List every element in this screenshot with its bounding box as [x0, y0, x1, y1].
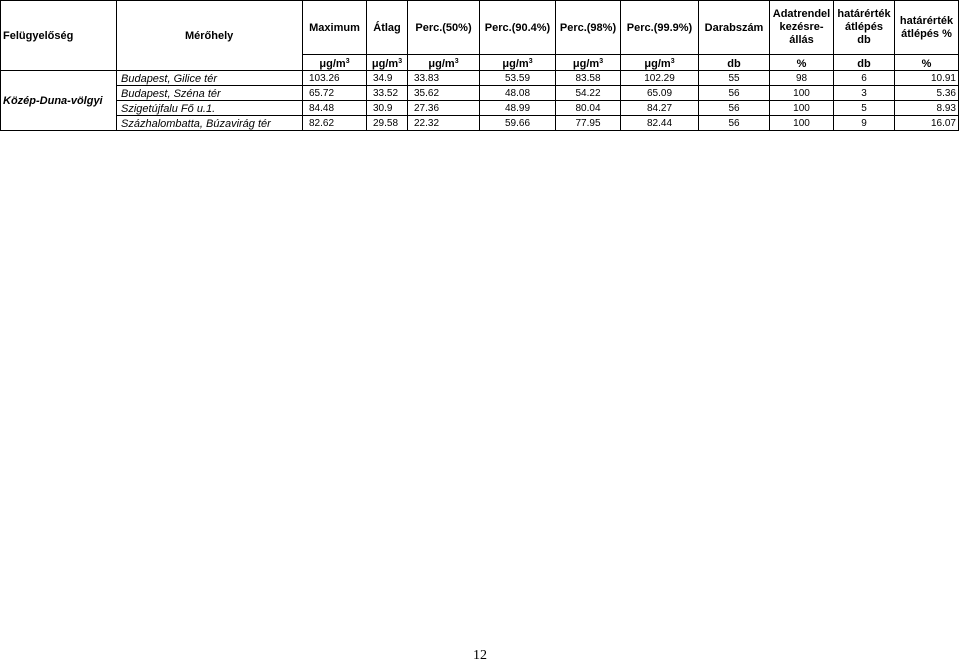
unit-hatarertek-pct: %	[895, 55, 959, 71]
unit-darabszam: db	[699, 55, 770, 71]
station-name: Százhalombatta, Búzavirág tér	[117, 116, 303, 131]
col-atlag: Átlag	[367, 1, 408, 55]
unit-perc50	[408, 55, 480, 71]
col-perc98: Perc.(98%)	[556, 1, 621, 55]
cell-darabszam: 56	[699, 101, 770, 116]
unit-perc904	[480, 55, 556, 71]
col-hatarertek-pct-line2: átlépés %	[901, 27, 952, 40]
station-name: Budapest, Széna tér	[117, 86, 303, 101]
unit-hatarertek-db: db	[834, 55, 895, 71]
col-adatrendelkezes	[770, 1, 834, 55]
unit-exponent: 3	[454, 58, 459, 65]
col-hatarertek-pct-line1: határérték	[899, 14, 954, 27]
cell-hatarertek-pct: 5.36	[895, 86, 959, 101]
unit-exponent: 3	[398, 58, 403, 65]
cell-perc50: 27.36	[408, 101, 480, 116]
cell-atlag: 34.9	[367, 71, 408, 86]
cell-adatrendelkezes: 98	[770, 71, 834, 86]
unit-exponent: 3	[345, 58, 350, 65]
col-hatarertek-db-line1: határérték	[837, 8, 891, 20]
col-adatrendelkezes-line3: állás	[789, 34, 814, 46]
cell-maximum: 65.72	[303, 86, 367, 101]
cell-darabszam: 55	[699, 71, 770, 86]
cell-perc98: 83.58	[556, 71, 621, 86]
col-darabszam: Darabszám	[699, 1, 770, 55]
region-name: Közép-Duna-völgyi	[1, 71, 117, 131]
unit-base: μg/m	[319, 58, 346, 70]
header-row	[1, 1, 959, 55]
cell-perc50: 35.62	[408, 86, 480, 101]
unit-base: μg/m	[572, 58, 600, 70]
cell-hatarertek-db: 5	[834, 101, 895, 116]
cell-perc904: 59.66	[480, 116, 556, 131]
unit-adatrendelkezes: %	[770, 55, 834, 71]
cell-perc904: 48.08	[480, 86, 556, 101]
cell-perc98: 77.95	[556, 116, 621, 131]
unit-base: μg/m	[428, 58, 455, 70]
cell-atlag: 29.58	[367, 116, 408, 131]
table-row	[1, 86, 959, 101]
unit-exponent: 3	[670, 58, 675, 65]
unit-perc999	[621, 55, 699, 71]
col-felugyeloseg: Felügyelőség	[1, 1, 117, 71]
unit-exponent: 3	[528, 58, 533, 65]
cell-hatarertek-db: 3	[834, 86, 895, 101]
unit-exponent: 3	[599, 58, 604, 65]
cell-adatrendelkezes: 100	[770, 86, 834, 101]
unit-perc98	[556, 55, 621, 71]
cell-maximum: 84.48	[303, 101, 367, 116]
cell-perc50: 22.32	[408, 116, 480, 131]
cell-hatarertek-pct: 16.07	[895, 116, 959, 131]
unit-maximum	[303, 55, 367, 71]
col-merohely	[117, 1, 303, 71]
table-row	[1, 116, 959, 131]
page-number: 12	[473, 648, 487, 663]
unit-base: μg/m	[644, 58, 671, 70]
cell-perc999: 102.29	[621, 71, 699, 86]
cell-maximum: 82.62	[303, 116, 367, 131]
col-perc999: Perc.(99.9%)	[621, 1, 699, 55]
col-hatarertek-db-line2: átlépés	[845, 21, 883, 33]
cell-atlag: 30.9	[367, 101, 408, 116]
cell-perc999: 84.27	[621, 101, 699, 116]
cell-perc999: 65.09	[621, 86, 699, 101]
table-row	[1, 101, 959, 116]
col-hatarertek-db-line3: db	[857, 34, 871, 46]
col-perc50: Perc.(50%)	[408, 1, 480, 55]
cell-hatarertek-pct: 8.93	[895, 101, 959, 116]
cell-maximum: 103.26	[303, 71, 367, 86]
cell-perc904: 48.99	[480, 101, 556, 116]
col-adatrendelkezes-line2: kezésre-	[779, 21, 824, 33]
col-hatarertek-pct	[895, 1, 959, 55]
unit-base: μg/m	[502, 58, 529, 70]
cell-hatarertek-pct: 10.91	[895, 71, 959, 86]
col-hatarertek-db	[834, 1, 895, 55]
col-maximum: Maximum	[303, 1, 367, 55]
cell-adatrendelkezes: 100	[770, 116, 834, 131]
cell-atlag: 33.52	[367, 86, 408, 101]
station-name: Szigetújfalu Fő u.1.	[117, 101, 303, 116]
unit-atlag	[367, 55, 408, 71]
col-perc904: Perc.(90.4%)	[480, 1, 556, 55]
cell-darabszam: 56	[699, 86, 770, 101]
cell-perc98: 54.22	[556, 86, 621, 101]
cell-perc50: 33.83	[408, 71, 480, 86]
measurement-table	[0, 0, 959, 131]
cell-hatarertek-db: 9	[834, 116, 895, 131]
col-adatrendelkezes-line1: Adatrendel	[772, 8, 831, 20]
station-name: Budapest, Gilice tér	[117, 71, 303, 86]
cell-perc98: 80.04	[556, 101, 621, 116]
unit-base: μg/m	[371, 58, 399, 70]
col-merohely-label: Mérőhely	[185, 29, 234, 42]
cell-darabszam: 56	[699, 116, 770, 131]
table-row	[1, 71, 959, 86]
cell-perc904: 53.59	[480, 71, 556, 86]
cell-perc999: 82.44	[621, 116, 699, 131]
cell-adatrendelkezes: 100	[770, 101, 834, 116]
cell-hatarertek-db: 6	[834, 71, 895, 86]
